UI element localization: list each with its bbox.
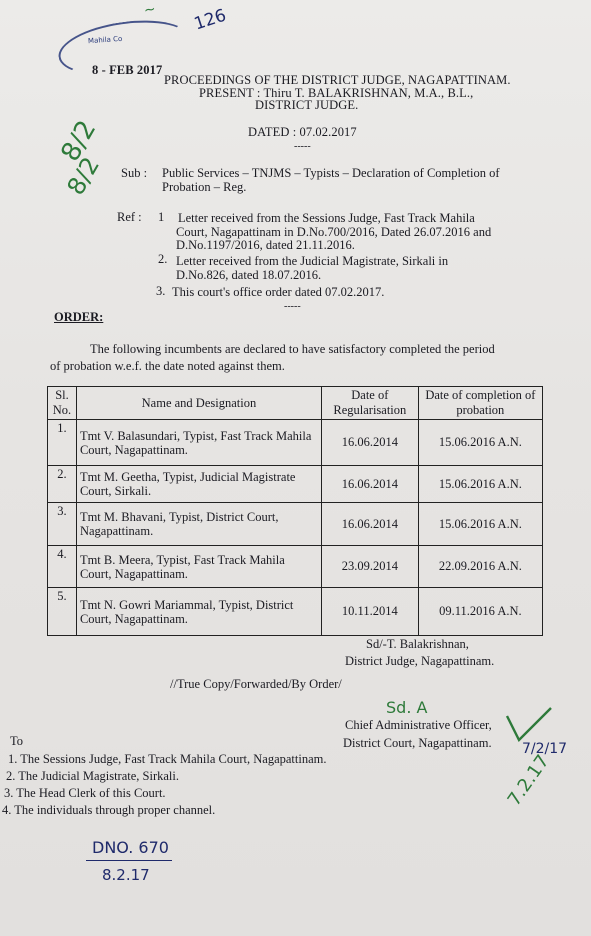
order-paragraph-line-2: of probation w.e.f. the date noted against them.	[50, 359, 285, 373]
dated-line: DATED : 07.02.2017	[248, 125, 357, 139]
row-number: 1.	[48, 420, 77, 466]
signature-name: Sd/-T. Balakrishnan,	[366, 637, 469, 651]
dashes-divider: -----	[294, 141, 311, 152]
reference-2-num: 2.	[158, 252, 168, 266]
office-code: 8 - FEB 2017	[92, 63, 163, 77]
row-regularisation: 16.06.2014	[321, 503, 418, 546]
check-mark-icon	[505, 706, 553, 746]
true-copy-line: //True Copy/Forwarded/By Order/	[170, 677, 342, 691]
table-row	[48, 420, 543, 466]
table-row	[48, 546, 543, 588]
officer-title: Chief Administrative Officer,	[345, 718, 492, 732]
proceedings-title: PROCEEDINGS OF THE DISTRICT JUDGE, NAGAPATTINAM.	[164, 73, 511, 87]
subject-label: Sub :	[121, 166, 148, 180]
row-number: 2.	[48, 466, 77, 503]
reference-3-num: 3.	[156, 284, 166, 298]
subject-line-1: Public Services – TNJMS – Typists – Declaration of Completion of	[162, 166, 500, 180]
reference-1-num: 1	[158, 210, 165, 224]
probation-table	[47, 386, 543, 636]
order-paragraph-line-1: The following incumbents are declared to have satisfactory completed the period	[90, 342, 495, 356]
handwritten-second-date: 7.2.17	[503, 751, 554, 810]
header-date-completion: Date of completion of probation	[418, 387, 542, 420]
reference-3-line: This court's office order dated 07.02.2017.	[172, 285, 385, 299]
row-completion: 15.06.2016 A.N.	[418, 420, 542, 466]
handwritten-side-date: 8/2	[61, 152, 106, 200]
reference-label: Ref :	[117, 210, 142, 224]
row-completion: 15.06.2016 A.N.	[418, 466, 542, 503]
stamp-text: Mahila Co	[87, 34, 123, 46]
handwritten-dno: DNO. 670	[92, 838, 169, 857]
header-date-regularisation: Date of Regularisation	[321, 387, 418, 420]
handwritten-dno-date: 8.2.17	[102, 866, 150, 884]
row-name: Tmt M. Bhavani, Typist, District Court, Nagapattinam.	[76, 503, 321, 546]
handwritten-mark: ~	[142, 1, 158, 19]
reference-2-line-2: D.No.826, dated 18.07.2016.	[176, 268, 322, 282]
order-heading: ORDER:	[54, 310, 104, 324]
row-regularisation: 16.06.2014	[321, 466, 418, 503]
to-label: To	[10, 734, 24, 748]
row-regularisation: 23.09.2014	[321, 546, 418, 588]
table-row	[48, 503, 543, 546]
row-number: 3.	[48, 503, 77, 546]
row-regularisation: 10.11.2014	[321, 588, 418, 636]
reference-1-line-2: Court, Nagapattinam in D.No.700/2016, Dated 26.07.2016 and	[176, 225, 492, 239]
recipient-2: 2. The Judicial Magistrate, Sirkali.	[6, 769, 179, 783]
row-name: Tmt B. Meera, Typist, Fast Track Mahila Court, Nagapattinam.	[76, 546, 321, 588]
designation: DISTRICT JUDGE.	[255, 98, 359, 112]
row-number: 5.	[48, 588, 77, 636]
officer-office: District Court, Nagapattinam.	[343, 736, 492, 750]
handwritten-initials: Sd. A	[386, 698, 428, 717]
presiding-officer: PRESENT : Thiru T. BALAKRISHNAN, M.A., B.L.,	[199, 86, 474, 100]
table-row	[48, 588, 543, 636]
recipient-1: 1. The Sessions Judge, Fast Track Mahila Court, Nagapattinam.	[8, 752, 327, 766]
recipient-3: 3. The Head Clerk of this Court.	[4, 786, 166, 800]
row-completion: 09.11.2016 A.N.	[418, 588, 542, 636]
reference-2-line-1: Letter received from the Judicial Magistrate, Sirkali in	[176, 254, 449, 268]
reference-1-line-1: Letter received from the Sessions Judge, Fast Track Mahila	[178, 211, 475, 225]
table-header-row	[48, 387, 543, 420]
row-number: 4.	[48, 546, 77, 588]
header-name-designation: Name and Designation	[76, 387, 321, 420]
reference-1-line-3: D.No.1197/2016, dated 21.11.2016.	[176, 238, 355, 252]
dno-divider	[86, 860, 172, 861]
recipient-4: 4. The individuals through proper channel.	[2, 803, 216, 817]
row-name: Tmt N. Gowri Mariammal, Typist, District Court, Nagapattinam.	[76, 588, 321, 636]
handwritten-side-note: 8/2	[55, 115, 103, 167]
row-name: Tmt V. Balasundari, Typist, Fast Track Mahila Court, Nagapattinam.	[76, 420, 321, 466]
row-completion: 22.09.2016 A.N.	[418, 546, 542, 588]
table-row	[48, 466, 543, 503]
dashes-divider-2: -----	[284, 301, 301, 312]
row-name: Tmt M. Geetha, Typist, Judicial Magistrate Court, Sirkali.	[76, 466, 321, 503]
header-sl-no: Sl. No.	[48, 387, 77, 420]
row-completion: 15.06.2016 A.N.	[418, 503, 542, 546]
row-regularisation: 16.06.2014	[321, 420, 418, 466]
handwritten-signature-date: 7/2/17	[522, 741, 568, 757]
subject-line-2: Probation – Reg.	[162, 180, 247, 194]
signature-designation: District Judge, Nagapattinam.	[345, 654, 495, 668]
handwritten-number: 126	[191, 5, 229, 35]
